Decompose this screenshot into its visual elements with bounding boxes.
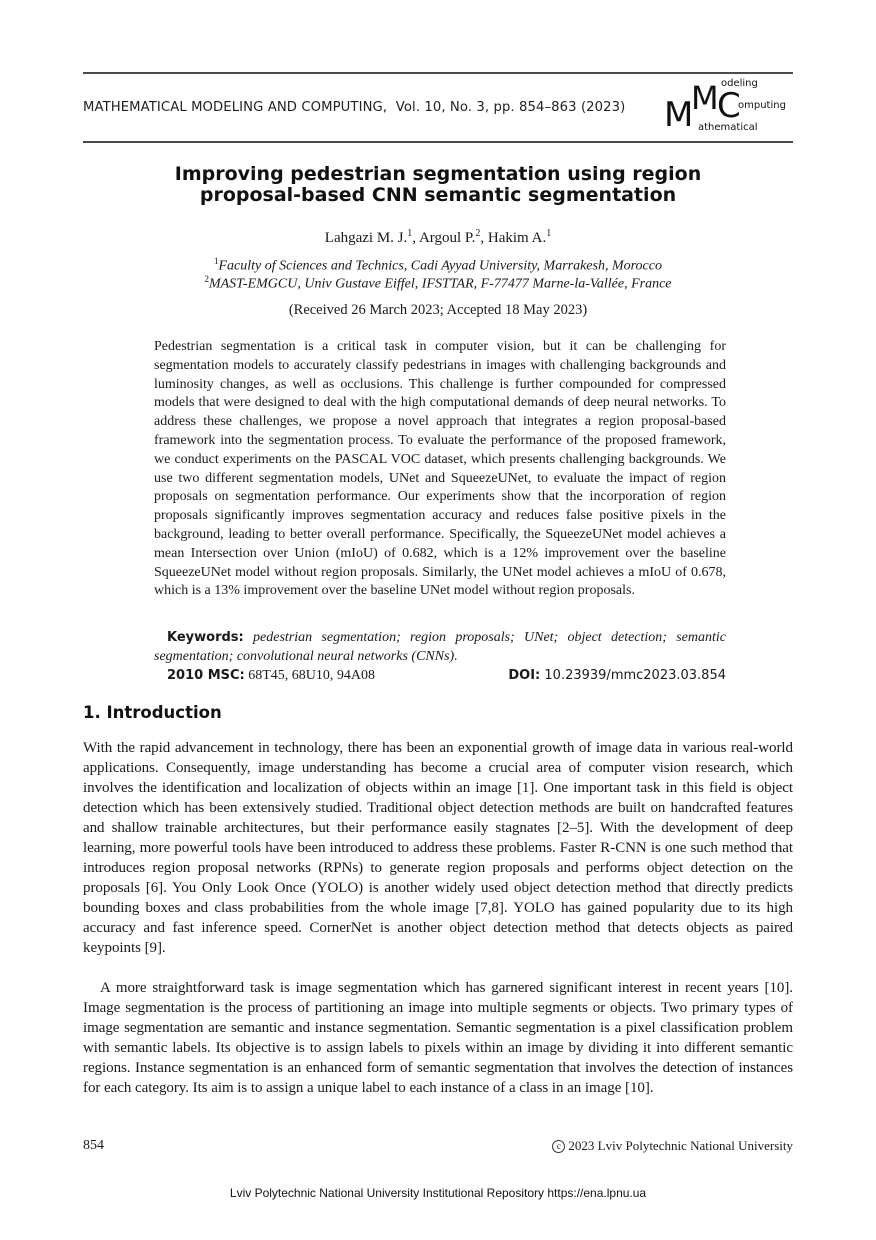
paper-title bbox=[100, 164, 776, 206]
journal-logo bbox=[664, 80, 794, 138]
body-paragraph: A more straightforward task is image segmentation which has garnered significant interest in recent years [10]. Image segmentation is the process of partitioning an image into multiple segments or objects. Two primary types of image segmentation are semantic and instance segmentation. Semantic segmentation is a pixel classification problem with semantic labels. Its objective is to assign labels to pixels within an image by dividing it into different semantic regions. Instance segmentation is an enhanced form of semantic segmentation that involves the detection of instances for each category. Its aim is to assign a unique label to each instance of a class in an image [10]. bbox=[83, 980, 793, 1096]
header-bottom-rule bbox=[83, 141, 793, 143]
repository-footer: Lviv Polytechnic National University Institutional Repository https://ena.lpnu.ua bbox=[229, 1186, 647, 1200]
author-list: Lahgazi M. J.$^1$, Argoul P.$^2$, Hakim A.$^1$ bbox=[324, 228, 552, 246]
keywords bbox=[154, 629, 726, 667]
logo-word-omputing: omputing bbox=[738, 100, 786, 111]
author-affil-marker: 1 bbox=[407, 228, 413, 239]
page-number: 854 bbox=[83, 1138, 104, 1153]
body-paragraph: With the rapid advancement in technology, there has been an exponential growth of image data in various real-world applications. Consequently, image understanding has become a crucial area of computer vision research, which involves the identification and localization of objects within an image [1]. One important task in this field is object detection which has been extensively studied. Traditional object detection methods are built on handcrafted features and shallow trainable architectures, but their performance easily stagnates [2–5]. With the development of deep learning, more powerful tools have been introduced to address these problems. Faster R-CNN is one such method that introduces region proposal networks (RPNs) to generate region proposals and performs object detection on the proposals [6]. You Only Look Once (YOLO) is another widely used object detection method that directly predicts bounding boxes and class probabilities from the whole image [7,8]. YOLO has gained popularity due to its high accuracy and fast inference speed. CornerNet is another object detection method that detects objects as paired keypoints [9]. bbox=[83, 740, 793, 956]
affiliation-number: 2 bbox=[204, 274, 209, 284]
msc-classification bbox=[167, 668, 375, 684]
affiliation-text: Faculty of Sciences and Technics, Cadi Ayyad University, Marrakesh, Morocco bbox=[218, 258, 662, 274]
logo-letter-m-modeling: M bbox=[691, 79, 719, 117]
author-name: Argoul P. bbox=[418, 230, 476, 246]
author-name: Lahgazi M. J. bbox=[324, 230, 408, 246]
copyright-text: 2023 Lviv Polytechnic National University bbox=[568, 1138, 793, 1153]
copyright-icon: c bbox=[552, 1140, 565, 1153]
header-top-rule bbox=[83, 72, 793, 74]
doi bbox=[508, 668, 726, 683]
affiliation-number: 1 bbox=[213, 256, 219, 266]
doi-label: DOI: bbox=[508, 668, 541, 683]
logo-letter-m-mathematical: M bbox=[664, 95, 694, 135]
keywords-label: Keywords: bbox=[167, 630, 244, 645]
journal-citation bbox=[83, 100, 625, 115]
journal-name: MATHEMATICAL MODELING AND COMPUTING, bbox=[83, 100, 388, 115]
title-line-2: proposal-based CNN semantic segmentation bbox=[199, 184, 677, 206]
received-dates: (Received 26 March 2023; Accepted 18 May 2023) bbox=[288, 302, 588, 318]
title-line-1: Improving pedestrian segmentation using region bbox=[174, 163, 702, 185]
affiliation-text: MAST-EMGCU, Univ Gustave Eiffel, IFSTTAR, F-77477 Marne-la-Vallée, France bbox=[208, 276, 672, 292]
affiliation-1 bbox=[0, 256, 876, 275]
section-heading-introduction: 1. Introduction bbox=[83, 703, 222, 722]
keywords-text: pedestrian segmentation; region proposals; UNet; object detection; semantic segmentation; convolutional neural networks (CNNs). bbox=[154, 630, 727, 664]
copyright-notice bbox=[552, 1138, 793, 1154]
author-affil-marker: 1 bbox=[546, 228, 552, 239]
affiliation-2 bbox=[0, 274, 876, 293]
msc-codes: 68T45, 68U10, 94A08 bbox=[248, 668, 376, 683]
volume-info: Vol. 10, No. 3, pp. 854–863 (2023) bbox=[395, 100, 626, 115]
doi-value[interactable]: 10.23939/mmc2023.03.854 bbox=[544, 668, 726, 683]
logo-letter-c-computing: C bbox=[717, 86, 741, 126]
logo-word-athematical: athematical bbox=[698, 122, 758, 133]
logo-word-odeling: odeling bbox=[721, 78, 758, 89]
abstract: Pedestrian segmentation is a critical task in computer vision, but it can be challenging for segmentation models to accurately classify pedestrians in images with challenging backgrounds and luminosity changes, as well as occlusions. This challenge is further compounded for compressed models that were designed to deal with the high computational demands of deep neural networks. To address these challenges, we propose a novel approach that integrates a region proposal-based framework into the segmentation process. To evaluate the performance of the proposed framework, we conduct experiments on the PASCAL VOC dataset, which presents challenging backgrounds. We use two different segmentation models, UNet and SqueezeUNet, to evaluate the impact of region proposals on segmentation performance. Our experiments show that the incorporation of region proposals significantly improves segmentation accuracy and reduces false positive pixels in the background, leading to better overall performance. Specifically, the SqueezeUNet model achieves a mean Intersection over Union (mIoU) of 0.682, which is a 12% improvement over the baseline SqueezeUNet model without region proposals. Similarly, the UNet model achieves a mIoU of 0.678, which is a 13% improvement over the baseline UNet model without region proposals. bbox=[154, 339, 726, 599]
msc-label: 2010 MSC: bbox=[167, 668, 245, 683]
author-affil-marker: 2 bbox=[475, 228, 481, 239]
author-name: Hakim A. bbox=[487, 230, 547, 246]
